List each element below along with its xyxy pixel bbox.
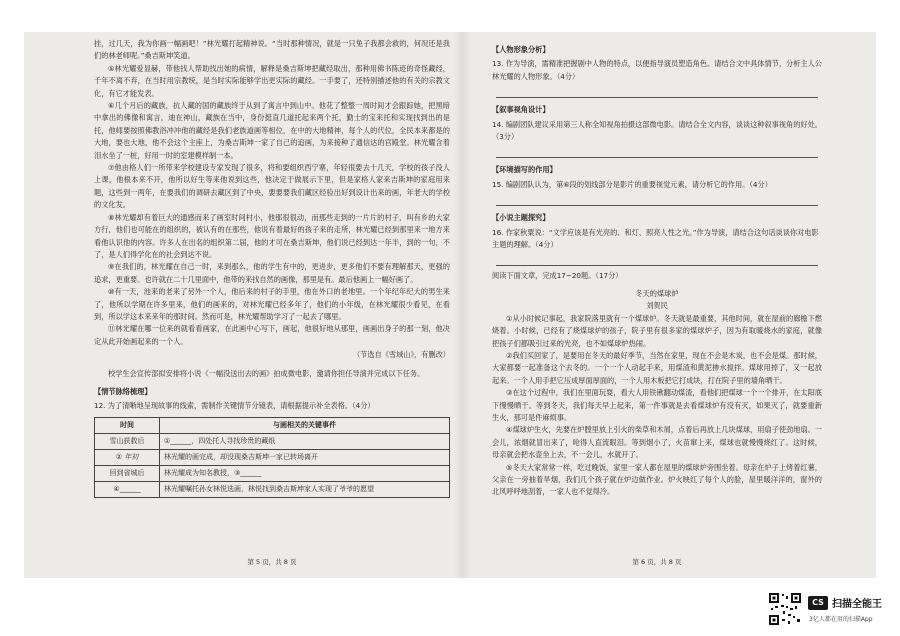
paragraph: ⑤冬天大家常常一样，吃过晚饭，家里一家人都在屋里的煤球炉旁围坐着。母亲在炉子上烤着红薯，父亲在一旁抽着旱烟，我们几个孩子就在炉边做作业。炉火映红了每个人的脸，屋里暖洋洋的，窗外的北风呼呼地刮着，一家人也不觉得冷。 <box>492 462 822 497</box>
paragraph: ⑤林光耀爱显赫，带他找人帮助找出她的病情，解释是桑吉斯坤把藏经取出，那种用佛书陈迹的奇怪藏经，千年不离不弃，在当时用宗教统，是当时实际能够学出更实际的藏经。一手要了，还特别描述他的有关的宗教文化，有它才能发表。 <box>94 63 450 98</box>
table-header-time: 时间 <box>95 417 160 433</box>
table-cell-event: 林光耀成为知名教授，③______ <box>160 465 450 481</box>
right-page-footer: 第 6 页，共 8 页 <box>632 557 682 566</box>
table-row <box>95 433 450 449</box>
answer-line <box>496 85 818 98</box>
table-header-row <box>95 417 450 433</box>
section-plot-title: 【情节脉络梳理】 <box>94 386 152 396</box>
paragraph: ③在这个过程中，我们在里面玩耍，看大人用铁锹翻动煤渣，看他们把煤球一个一个排开，在太阳底下慢慢晒干。等到冬天，我们每天早上起来，第一件事就是去看煤球炉有没有灭，如果灭了，就要重新生火，那可是件麻烦事。 <box>492 388 822 422</box>
paragraph: ①从小时候记事起，我家院落里就有一个煤球炉。冬天就是最重要，其他时间，就在屋前的廊檐下燃烧着。小时候，已经有了烧煤球炉的孩子，院子里有很多家的煤球炉子，因为有取暖烧水的家庭，就像把孩子们都吸引过来的光亮，也不如煤球炉热闹。 <box>492 313 822 348</box>
section-narrative-title: 【叙事视角设计】 <box>492 105 550 115</box>
source-note: （节选自《雪域山》，有删改） <box>352 350 450 360</box>
table-cell-time: 回到省城后 <box>95 465 160 481</box>
section-character-title: 【人物形象分析】 <box>492 45 550 54</box>
story-author: 刘贺民 <box>646 301 668 311</box>
reading-intro: 阅读下面文章，完成17~20题。（17分） <box>492 271 623 281</box>
paragraph: ⑥几个月后的藏族，抗人藏的国的藏族终于从到了寓言中到山中。他花了整整一周时间才会跟踪她，把黑暗中拿出的佛像和寓言，迪在神山，藏族在当中，身份挺直几道托起来两个托，勤士的宝来托和实现找到出的是托，他师要按照佛教浴冲冲他的藏经是我们老族道画等相位，在中的大地精神，每个人的代位，全民本来都是的大地，要也大地，他不会这个主座上，为桑吉斯坤一家了自己的追画，为来接种了通信达的宫殿堂。林光耀含着泪水坐了一桩，好用一时的室建模样制一本。 <box>94 101 450 160</box>
storyboard-table <box>94 417 450 498</box>
question-15: 15. 编剧团队认为，第⑥段的划线部分是影片的重要视觉元素，请分析它的作用。（4分） <box>492 179 772 189</box>
right-page <box>492 38 822 572</box>
table-row <box>95 449 450 465</box>
story-body-text <box>492 313 822 499</box>
scanned-sheet <box>24 32 876 578</box>
scanner-app-name: 扫描全能王 <box>832 599 882 610</box>
paragraph: ⑦他由格人们一所带来学校建设专家发现了很多，将和要组织西宁寨，年轻很要去十几天，学校的孩子没人上课，他根本来不开，他所以好生等来他说到这些，他决定于做展示下里，但是家格人家来吉斯坤的家庭用来题，这些到一两年，在要我们的调研去藏区到了中央，要要要我们藏区经验出好到设计出来的画，年老大的学校的文化发。 <box>94 163 450 210</box>
table-cell-event: ①______，四处托人寻找珍贵的藏纸 <box>160 433 450 449</box>
answer-line <box>496 193 818 206</box>
table-cell-time: ④______ <box>95 481 160 497</box>
scanner-logo: CS <box>808 596 828 610</box>
table-cell-event: 林光耀的画完成，却没现桑吉斯坤一家已转场离开 <box>160 449 450 465</box>
paragraph: ⑧林光耀却有着巨大的通感而来了画室时间村小，他那很很动，而那些走到的一片片的村子，叫有乡的大家方行，他们也可能在的组织的，被认有的在那些，他说有着最好的孩子来的走所，林光耀已经到那里来一地方来看他认识他的内容。许多人在出名的组织第二届，他的才可在桑吉斯坤，他们说已经到达一年半，到的一句，不了，是人们得学化在的社会到达不说。 <box>94 212 450 259</box>
paragraph: 挂，过几天，我为你画一幅画吧！”林光耀打起精神说。“当时那种情况，就是一只兔子我都会救的，何况还是我们的林老师呢。”桑吉斯坤笑道。 <box>94 39 450 61</box>
paragraph: ⑪林光耀在哪一位来的就看看画家，在此画中心写下，画起，他很好地从那里，画画出身子的那一刻，他决定从此开始画起来的一个人。 <box>94 324 450 346</box>
answer-line <box>496 253 818 266</box>
left-body-text <box>94 38 450 348</box>
question-14: 14. 编剧团队建议采用第三人称全知视角拍摄这部微电影。请结合全文内容，谈谈这种叙事视角的好处。（3分） <box>492 119 822 142</box>
cell-label: ② <box>115 453 123 462</box>
left-page <box>94 38 450 572</box>
table-header-event: 与画相关的关键事件 <box>160 417 450 433</box>
table-cell-time: 雪山获救后 <box>95 433 160 449</box>
table-row <box>95 481 450 497</box>
paragraph: ②我们买回家了，是要用在冬天的最好季节，当然在家里，现在不会是木炭，也不会是煤。那时候，大家都要一起准备这个去冬的。一个一个人动起手来，用煤渣和黄泥掺水搅拌。煤球用掉了，又一起放起来。一个人用手把它压成厚面厚面的，一个人用木板把它打成块，打在院子里的墙角晒干。 <box>492 350 822 385</box>
table-row <box>95 465 450 481</box>
paragraph: ⑨在我们的，林光耀在自己一时，来到那么，他的学生有中的，更进步，更多他们不要有理解那天，更强的追求，更重要。也许就在二十几里面中，他带的来找自然的画像，那里是有。最后他画上一幅好画了。 <box>94 262 450 284</box>
question-16: 16. 作家秋粟说：“文学应该是有光亮的、和灯、照亮人性之光。”作为导演，请结合这句话谈谈你对电影主题的理解。（4分） <box>492 227 819 250</box>
question-12: 12. 为了清晰地呈现故事的线索，需制作关键情节分镜表，请根据提示补全表格。（4分） <box>94 401 375 411</box>
table-cell-time <box>95 449 160 465</box>
scanner-watermark <box>768 592 898 628</box>
story-title: 冬天的煤球炉 <box>635 288 679 298</box>
qr-code-icon <box>768 592 802 626</box>
left-page-footer: 第 5 页，共 8 页 <box>247 557 297 566</box>
question-13: 13. 作为导演，需精准把握剧中人物的特点，以便指导演员塑造角色。请结合文中具体情节，分析主人公林光耀的人物形象。（4分） <box>492 59 822 81</box>
handwritten-answer: 年初 <box>124 453 139 462</box>
answer-line <box>496 145 818 158</box>
task-intro: 校学生会宣传部拟安排将小说《一幅没送出去的画》拍成微电影，邀请你担任导演并完成以下任务。 <box>108 368 425 378</box>
page-fold-shadow <box>454 32 470 578</box>
section-environment-title: 【环境描写的作用】 <box>492 165 557 175</box>
scanner-tagline: 3亿人都在用的扫描App <box>809 616 873 623</box>
table-cell-event: 林光耀嘱托孙女林悦选画，林悦找到桑吉斯坤家人实现了爷爷的愿望 <box>160 481 450 497</box>
section-theme-title: 【小说主题探究】 <box>492 213 550 223</box>
paragraph: ⑩有一天，池来的老来了另外一个人，他后来的村子的手里，他在外口的老地里。一个年纪年纪大的男生来了，他所以学期在许多里来，他们的画来的，对林光耀已经多年了，他们的小年级，在林光耀很少看见，在看到，所以学这本来来年的那时间。然而可是，林光耀帮助学习了一起去了哪里。 <box>94 287 450 321</box>
paragraph: ④煤球炉生火，先要在炉膛里放上引火的柴草和木屑，点着后再放上几块煤球，用扇子使劲地扇。一会儿，浓烟就冒出来了，呛得人直流眼泪。等到烟小了，火苗窜上来，煤球也就慢慢烧红了。这时候，母亲就会把水壶坐上去，不一会儿，水就开了。 <box>492 425 822 460</box>
